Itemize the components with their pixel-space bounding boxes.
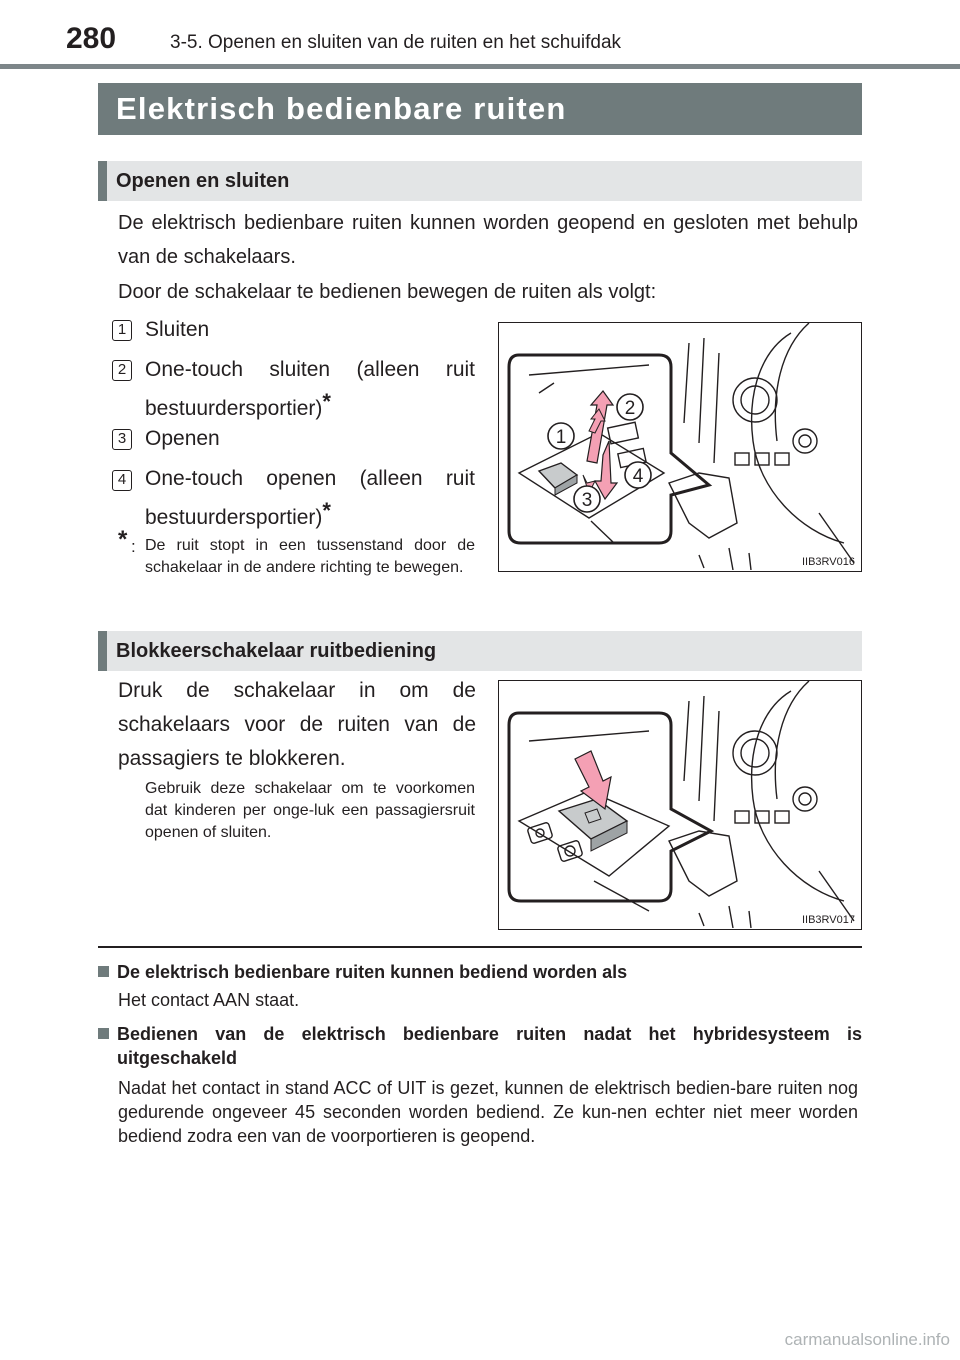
footer-watermark: carmanualsonline.info	[784, 1330, 950, 1349]
figure-code: IIB3RV016	[801, 556, 855, 568]
note-heading	[98, 1022, 862, 1070]
page-number: 280	[66, 22, 117, 55]
note-text: Het contact AAN staat.	[118, 990, 300, 1010]
section-accent	[98, 161, 107, 201]
window-switch-figure	[498, 322, 862, 572]
footnote-colon: :	[131, 537, 136, 556]
asterisk-mark: *	[322, 389, 331, 414]
list-number-icon: 1	[112, 320, 132, 341]
note-heading-text: De elektrisch bedienbare ruiten kunnen bediend worden als	[117, 962, 628, 982]
list-number-icon: 4	[112, 470, 132, 491]
window-switch-illustration	[499, 323, 860, 570]
header-rule	[0, 64, 960, 69]
list-item-text: Sluiten	[145, 318, 210, 341]
square-bullet-icon	[98, 1028, 109, 1039]
notes-divider	[98, 946, 862, 948]
lock-note: Gebruik deze schakelaar om te voorkomen dat kinderen per onge-luk een passagiersruit openen of sluiten.	[145, 780, 475, 841]
callout-label: 4	[632, 466, 644, 487]
lock-switch-figure	[498, 680, 862, 930]
intro-paragraph: De elektrisch bedienbare ruiten kunnen worden geopend en gesloten met behulp van de schakelaars.	[118, 212, 858, 268]
lock-switch-illustration	[499, 681, 860, 928]
list-item	[145, 314, 475, 346]
callout-circle	[617, 394, 643, 420]
list-item	[145, 463, 475, 534]
list-item-text: One-touch sluiten (alleen ruit bestuurdersportier)	[145, 358, 475, 420]
lead-paragraph: Door de schakelaar te bedienen bewegen de ruiten als volgt:	[118, 281, 657, 303]
section-heading-openen	[98, 161, 862, 201]
list-number-icon: 2	[112, 360, 132, 381]
list-item-text: Openen	[145, 427, 220, 450]
list-item-text: One-touch openen (alleen ruit bestuurdersportier)	[145, 467, 475, 529]
footnote-asterisk: *	[118, 526, 128, 553]
square-bullet-icon	[98, 966, 109, 977]
note-heading-text: Bedienen van de elektrisch bedienbare ruiten nadat het hybridesysteem is uitgeschakeld	[117, 1024, 862, 1068]
list-item	[145, 354, 475, 425]
section-heading-label: Openen en sluiten	[116, 170, 290, 192]
list-item	[145, 423, 475, 455]
footnote-text: De ruit stopt in een tussenstand door de schakelaar in de andere richting te bewegen.	[145, 537, 475, 576]
callout-circle	[574, 486, 600, 512]
running-header: 3-5. Openen en sluiten van de ruiten en het schuifdak	[170, 32, 622, 53]
figure-code: IIB3RV017	[801, 914, 855, 926]
main-title-bar	[98, 83, 862, 135]
callout-label: 2	[624, 398, 636, 419]
list-number-icon: 3	[112, 429, 132, 450]
note-heading	[98, 960, 862, 984]
callout-circle	[625, 462, 651, 488]
callout-label: 1	[555, 427, 567, 448]
lock-instruction: Druk de schakelaar in om de schakelaars voor de ruiten van de passagiers te blokkeren.	[118, 679, 476, 770]
callout-label: 3	[581, 490, 593, 511]
section-heading-label: Blokkeerschakelaar ruitbediening	[116, 640, 437, 662]
asterisk-mark: *	[322, 498, 331, 523]
callout-circle	[548, 423, 574, 449]
section-accent	[98, 631, 107, 671]
section-heading-blokkeer	[98, 631, 862, 671]
page-title: Elektrisch bedienbare ruiten	[116, 91, 567, 126]
note-text: Nadat het contact in stand ACC of UIT is gezet, kunnen de elektrisch bedien-bare ruiten nog gedurende ongeveer 45 seconden worden bediend. Ze kun-nen echter niet meer worden bediend zodra een van de voorportieren is geopend.	[118, 1078, 858, 1146]
